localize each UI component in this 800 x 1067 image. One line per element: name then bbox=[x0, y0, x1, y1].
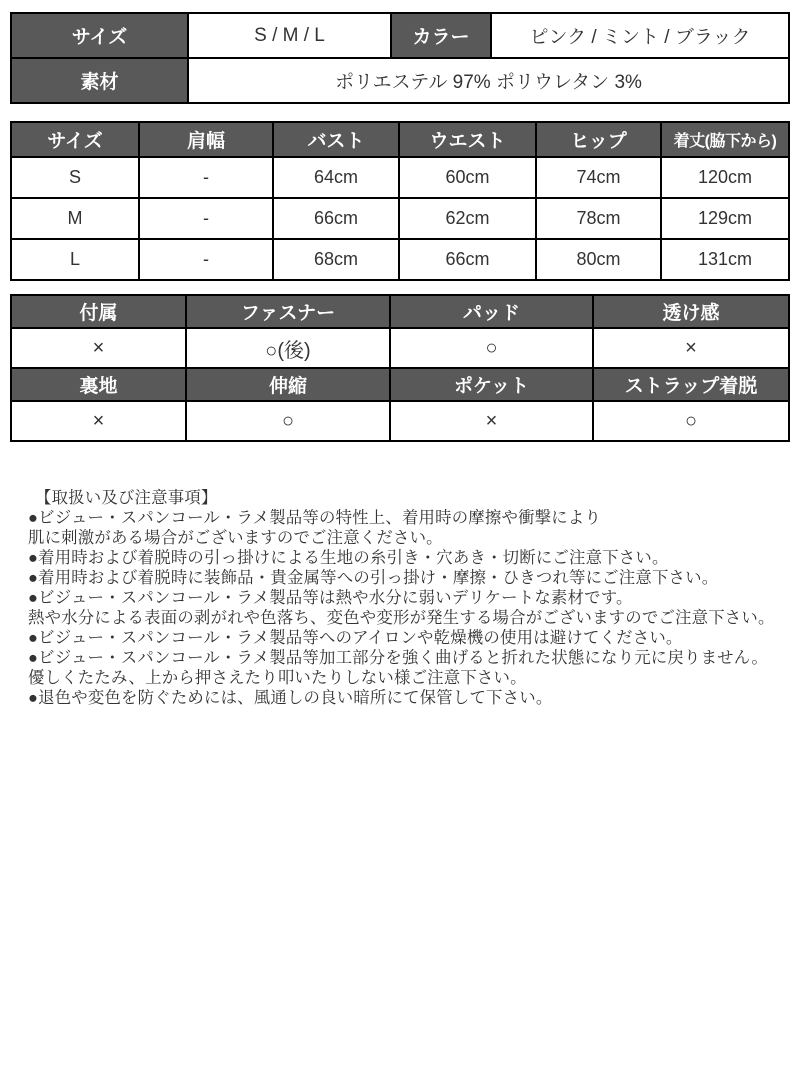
size-chart-header: バスト bbox=[273, 122, 399, 157]
care-note-line: ●ビジュー・スパンコール・ラメ製品等の特性上、着用時の摩擦や衝撃により bbox=[28, 509, 602, 527]
size-cell: - bbox=[139, 198, 273, 239]
size-chart-header: サイズ bbox=[11, 122, 139, 157]
feature-header: パッド bbox=[390, 295, 593, 328]
care-note-line: 肌に刺激がある場合がございますのでご注意ください。 bbox=[28, 529, 443, 547]
care-notes bbox=[28, 488, 780, 708]
size-cell: - bbox=[139, 157, 273, 198]
size-cell: 62cm bbox=[399, 198, 536, 239]
size-cell: 80cm bbox=[536, 239, 661, 280]
features-table bbox=[10, 294, 790, 442]
size-cell: S bbox=[11, 157, 139, 198]
size-cell: 68cm bbox=[273, 239, 399, 280]
size-cell: 60cm bbox=[399, 157, 536, 198]
feature-value: × bbox=[11, 328, 186, 368]
feature-header: ファスナー bbox=[186, 295, 390, 328]
care-note-line: ●着用時および着脱時に装飾品・貴金属等への引っ掛け・摩擦・ひきつれ等にご注意下さい。 bbox=[28, 569, 719, 587]
features-value-row-2 bbox=[11, 401, 789, 441]
size-cell: L bbox=[11, 239, 139, 280]
size-chart-header: 着丈(脇下から) bbox=[661, 122, 789, 157]
size-chart-table bbox=[10, 121, 790, 281]
spec-table bbox=[10, 12, 790, 104]
care-notes-title: 【取扱い及び注意事項】 bbox=[35, 489, 218, 507]
size-chart-row-l bbox=[11, 239, 789, 280]
size-cell: 66cm bbox=[399, 239, 536, 280]
care-note-line: 熱や水分による表面の剥がれや色落ち、変色や変形が発生する場合がございますのでご注意下さい。 bbox=[28, 609, 775, 627]
feature-header: ストラップ着脱 bbox=[593, 368, 789, 401]
spec-color-label: カラー bbox=[391, 13, 491, 58]
size-cell: 131cm bbox=[661, 239, 789, 280]
spec-size-label: サイズ bbox=[11, 13, 188, 58]
care-note-line: 優しくたたみ、上から押さえたり叩いたりしない様ご注意下さい。 bbox=[28, 669, 527, 687]
feature-value: ○ bbox=[390, 328, 593, 368]
size-cell: - bbox=[139, 239, 273, 280]
size-chart-header: ウエスト bbox=[399, 122, 536, 157]
size-cell: 78cm bbox=[536, 198, 661, 239]
care-note-line: ●ビジュー・スパンコール・ラメ製品等へのアイロンや乾燥機の使用は避けてください。 bbox=[28, 629, 683, 647]
care-note-line: ●退色や変色を防ぐためには、風通しの良い暗所にて保管して下さい。 bbox=[28, 689, 553, 707]
size-cell: 120cm bbox=[661, 157, 789, 198]
feature-header: 伸縮 bbox=[186, 368, 390, 401]
size-chart-header: 肩幅 bbox=[139, 122, 273, 157]
size-cell: M bbox=[11, 198, 139, 239]
feature-value: ○(後) bbox=[186, 328, 390, 368]
size-cell: 74cm bbox=[536, 157, 661, 198]
size-chart-row-s bbox=[11, 157, 789, 198]
features-header-row-2 bbox=[11, 368, 789, 401]
feature-value: ○ bbox=[186, 401, 390, 441]
size-cell: 66cm bbox=[273, 198, 399, 239]
feature-value: × bbox=[593, 328, 789, 368]
size-cell: 64cm bbox=[273, 157, 399, 198]
size-chart-header: ヒップ bbox=[536, 122, 661, 157]
spec-material-label: 素材 bbox=[11, 58, 188, 103]
feature-value: × bbox=[11, 401, 186, 441]
size-cell: 129cm bbox=[661, 198, 789, 239]
size-chart-row-m bbox=[11, 198, 789, 239]
feature-header: 付属 bbox=[11, 295, 186, 328]
care-note-line: ●ビジュー・スパンコール・ラメ製品等加工部分を強く曲げると折れた状態になり元に戻りません。 bbox=[28, 649, 768, 667]
feature-value: ○ bbox=[593, 401, 789, 441]
spec-material-value: ポリエステル 97% ポリウレタン 3% bbox=[188, 58, 789, 103]
care-note-line: ●着用時および着脱時の引っ掛けによる生地の糸引き・穴あき・切断にご注意下さい。 bbox=[28, 549, 669, 567]
spec-size-value: S / M / L bbox=[188, 13, 391, 58]
features-value-row-1 bbox=[11, 328, 789, 368]
spec-row-material bbox=[11, 58, 789, 103]
feature-header: 透け感 bbox=[593, 295, 789, 328]
feature-header: 裏地 bbox=[11, 368, 186, 401]
features-header-row-1 bbox=[11, 295, 789, 328]
spec-color-value: ピンク / ミント / ブラック bbox=[491, 13, 789, 58]
feature-value: × bbox=[390, 401, 593, 441]
feature-header: ポケット bbox=[390, 368, 593, 401]
spec-row-size-color bbox=[11, 13, 789, 58]
size-chart-header-row bbox=[11, 122, 789, 157]
care-note-line: ●ビジュー・スパンコール・ラメ製品等は熱や水分に弱いデリケートな素材です。 bbox=[28, 589, 633, 607]
